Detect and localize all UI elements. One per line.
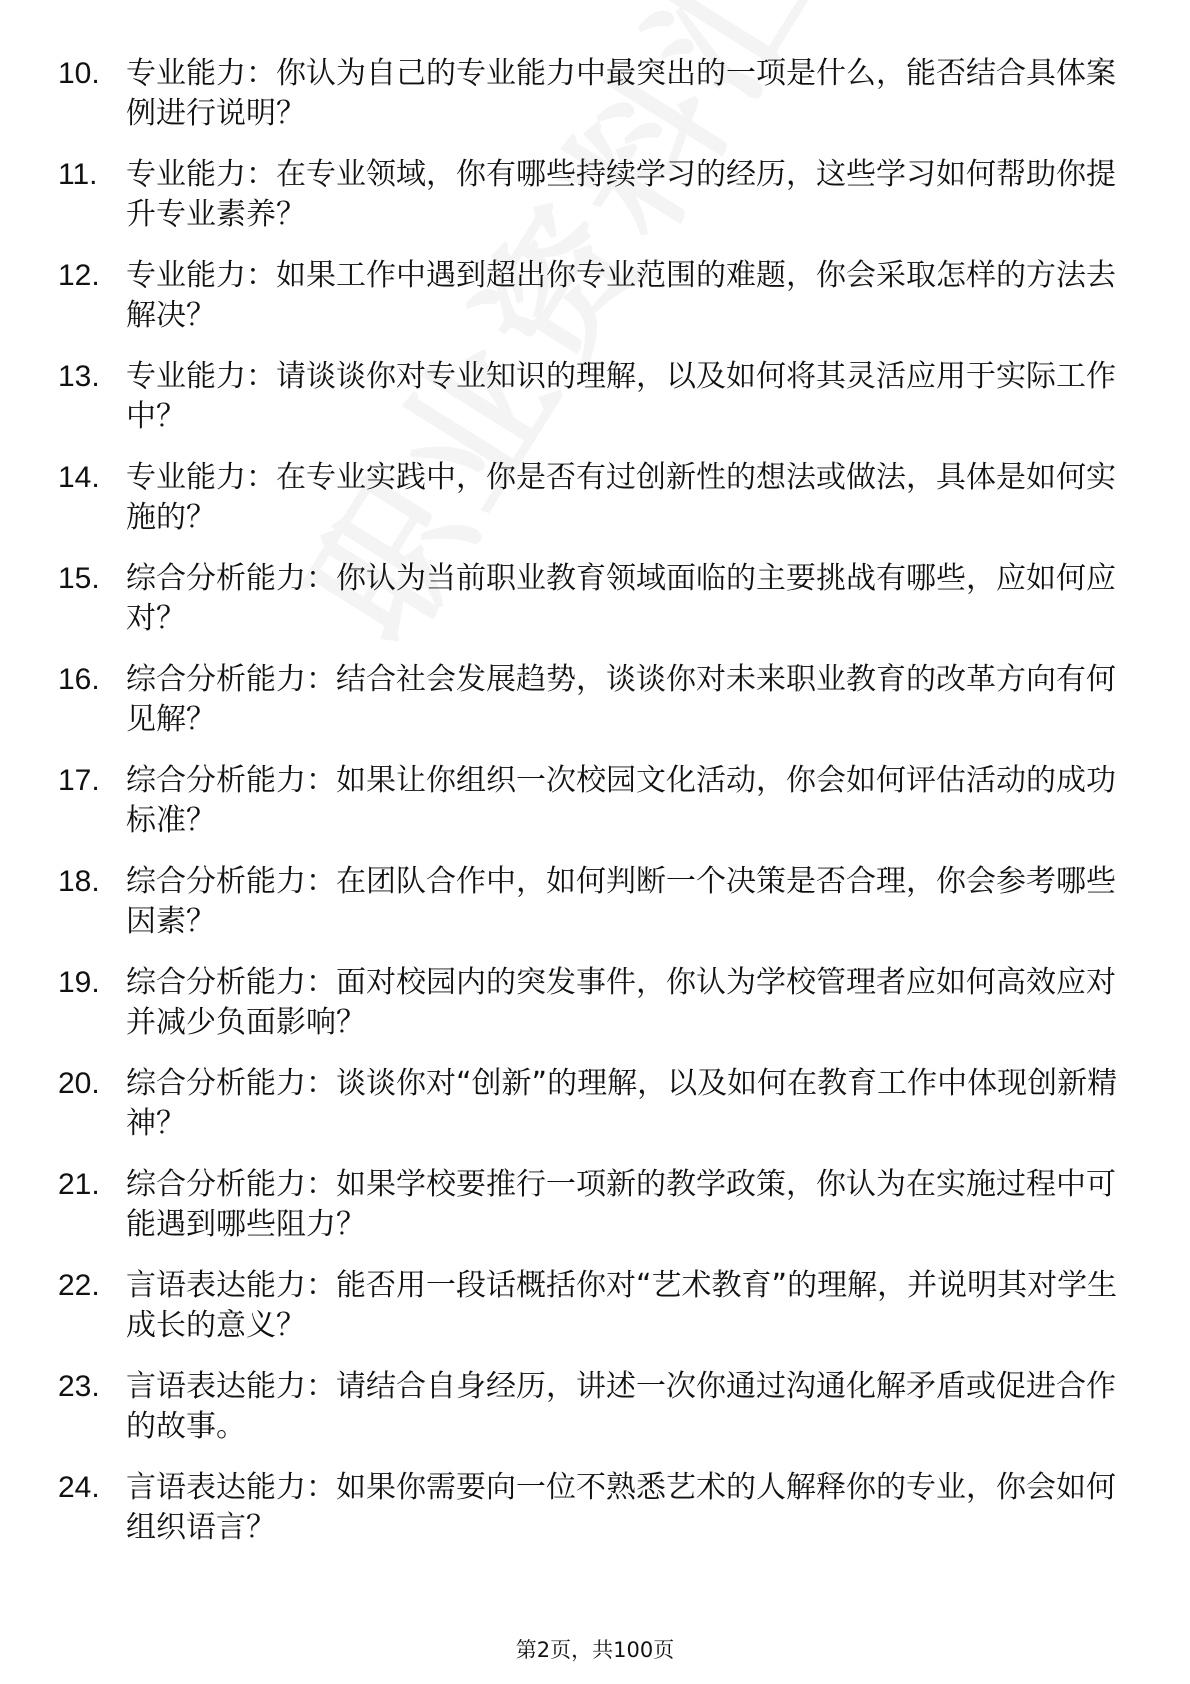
question-text: 专业能力：如果工作中遇到超出你专业范围的难题，你会采取怎样的方法去解决？	[126, 258, 1116, 333]
question-number: 20.	[58, 1067, 100, 1100]
question-item	[58, 357, 1118, 437]
question-item	[58, 660, 1118, 740]
question-text: 综合分析能力：结合社会发展趋势，谈谈你对未来职业教育的改革方向有何见解？	[126, 662, 1116, 737]
question-text: 综合分析能力：谈谈你对“创新”的理解，以及如何在教育工作中体现创新精神？	[126, 1066, 1118, 1141]
question-text: 言语表达能力：请结合自身经历，讲述一次你通过沟通化解矛盾或促进合作的故事。	[126, 1369, 1116, 1444]
question-text: 专业能力：你认为自己的专业能力中最突出的一项是什么，能否结合具体案例进行说明？	[126, 56, 1116, 131]
question-number: 19.	[58, 966, 100, 999]
question-text: 综合分析能力：面对校园内的突发事件，你认为学校管理者应如何高效应对并减少负面影响？	[126, 965, 1116, 1040]
question-item	[58, 1468, 1118, 1548]
question-item	[58, 256, 1118, 336]
question-text: 言语表达能力：能否用一段话概括你对“艺术教育”的理解，并说明其对学生成长的意义？	[126, 1268, 1118, 1343]
question-number: 13.	[58, 360, 100, 393]
page-footer	[0, 1634, 1190, 1664]
question-text: 综合分析能力：如果让你组织一次校园文化活动，你会如何评估活动的成功标准？	[126, 763, 1116, 838]
question-number: 16.	[58, 663, 100, 696]
question-number: 11.	[58, 158, 98, 191]
question-text: 言语表达能力：如果你需要向一位不熟悉艺术的人解释你的专业，你会如何组织语言？	[126, 1470, 1116, 1545]
question-text: 专业能力：在专业领域，你有哪些持续学习的经历，这些学习如何帮助你提升专业素养？	[126, 157, 1116, 232]
question-number: 15.	[58, 562, 100, 595]
question-item	[58, 963, 1118, 1043]
question-item	[58, 458, 1118, 538]
page-number-label: 第2页，共100页	[515, 1638, 675, 1662]
question-text: 专业能力：在专业实践中，你是否有过创新性的想法或做法，具体是如何实施的？	[126, 460, 1116, 535]
question-number: 10.	[58, 57, 100, 90]
question-list	[58, 54, 1118, 1569]
question-text: 综合分析能力：如果学校要推行一项新的教学政策，你认为在实施过程中可能遇到哪些阻力？	[126, 1167, 1116, 1242]
question-text: 综合分析能力：你认为当前职业教育领域面临的主要挑战有哪些，应如何应对？	[126, 561, 1116, 636]
question-number: 24.	[58, 1471, 100, 1504]
question-number: 23.	[58, 1370, 100, 1403]
question-number: 17.	[58, 764, 100, 797]
question-item	[58, 155, 1118, 235]
question-number: 18.	[58, 865, 100, 898]
question-item	[58, 1064, 1118, 1144]
question-number: 14.	[58, 461, 100, 494]
question-text: 专业能力：请谈谈你对专业知识的理解，以及如何将其灵活应用于实际工作中？	[126, 359, 1116, 434]
question-item	[58, 862, 1118, 942]
question-item	[58, 54, 1118, 134]
question-number: 22.	[58, 1269, 100, 1302]
question-number: 21.	[58, 1168, 100, 1201]
question-item	[58, 1266, 1118, 1346]
question-text: 综合分析能力：在团队合作中，如何判断一个决策是否合理，你会参考哪些因素？	[126, 864, 1116, 939]
question-item	[58, 559, 1118, 639]
question-item	[58, 1165, 1118, 1245]
question-number: 12.	[58, 259, 100, 292]
question-item	[58, 1367, 1118, 1447]
question-item	[58, 761, 1118, 841]
